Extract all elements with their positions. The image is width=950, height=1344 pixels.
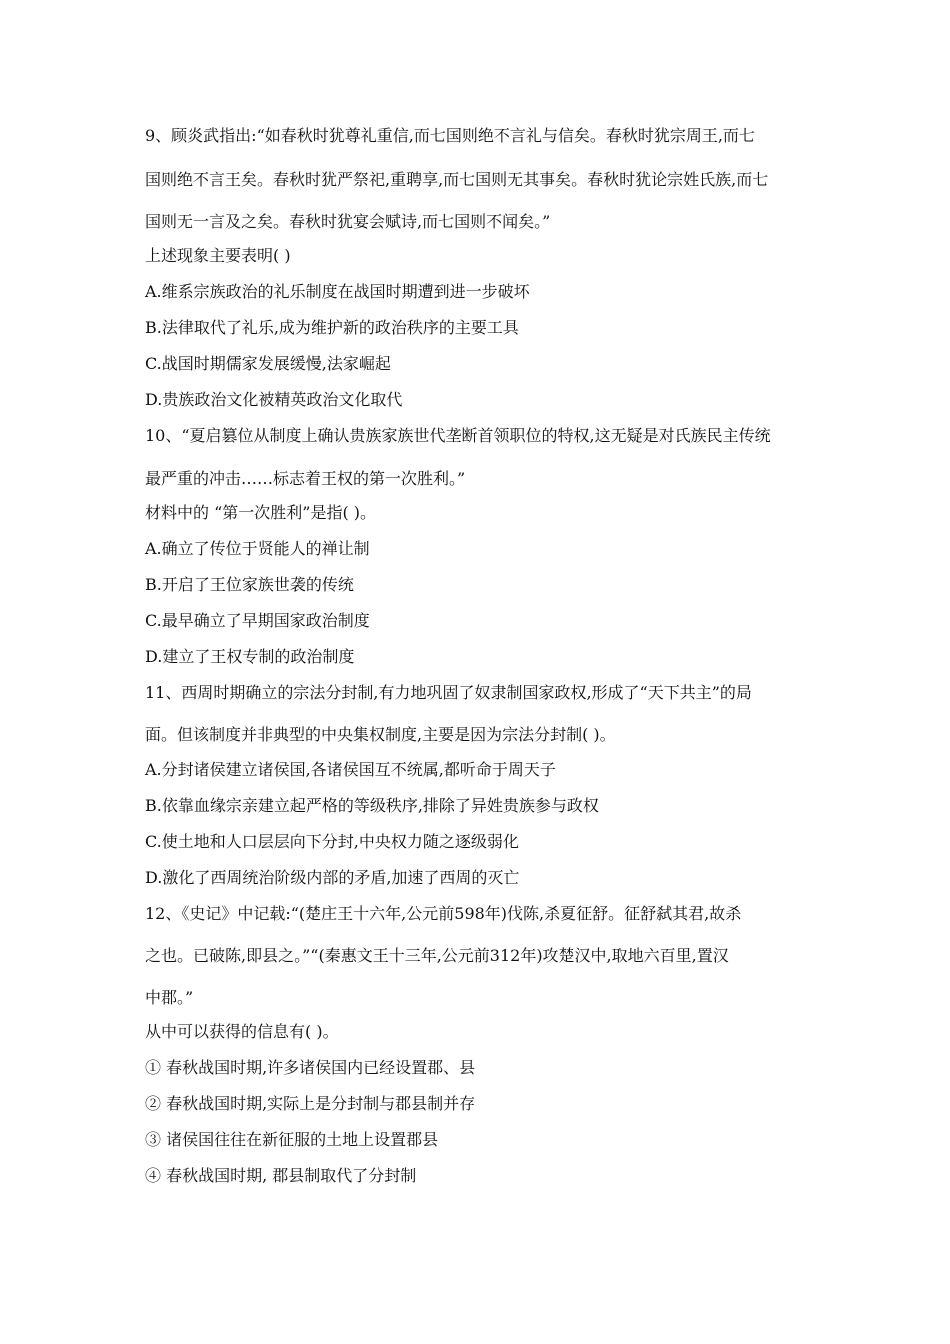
q11-stem-line-1: 11、西周时期确立的宗法分封制,有力地巩固了奴隶制国家政权,形成了“天下共主”的局 (145, 683, 752, 702)
q12-stem-line-1: 12、《史记》中记载:“(楚庄王十六年,公元前598年)伐陈,杀夏征舒。征舒弑其君,故杀 (145, 904, 742, 923)
q12-prompt: 从中可以获得的信息有( )。 (145, 1022, 339, 1041)
q10-option-d: D.建立了王权专制的政治制度 (145, 647, 355, 666)
q9-option-b: B.法律取代了礼乐,成为维护新的政治秩序的主要工具 (145, 318, 519, 337)
q9-stem-line-3: 国则无一言及之矣。春秋时犹宴会赋诗,而七国则不闻矣。” (145, 212, 551, 231)
q10-option-c: C.最早确立了早期国家政治制度 (145, 611, 370, 630)
q12-stem-line-3: 中郡。” (145, 988, 194, 1007)
q10-stem-line-1: 10、“夏启篡位从制度上确认贵族家族世代垄断首领职位的特权,这无疑是对氏族民主传统 (145, 426, 771, 445)
q12-statement-4: ④ 春秋战国时期, 郡县制取代了分封制 (145, 1166, 417, 1185)
q12-statement-2: ② 春秋战国时期,实际上是分封制与郡县制并存 (145, 1094, 476, 1113)
q10-option-a: A.确立了传位于贤能人的禅让制 (145, 539, 370, 558)
q12-statement-1: ① 春秋战国时期,许多诸侯国内已经设置郡、县 (145, 1058, 476, 1077)
q11-stem-line-2: 面。但该制度并非典型的中央集权制度,主要是因为宗法分封制( )。 (145, 725, 616, 744)
q12-statement-3: ③ 诸侯国往往在新征服的土地上设置郡县 (145, 1130, 439, 1149)
q10-prompt: 材料中的 “第一次胜利”是指( )。 (145, 503, 377, 522)
q9-option-c: C.战国时期儒家发展缓慢,法家崛起 (145, 354, 391, 373)
q11-option-b: B.依靠血缘宗亲建立起严格的等级秩序,排除了异姓贵族参与政权 (145, 796, 599, 815)
q11-option-c: C.使土地和人口层层向下分封,中央权力随之逐级弱化 (145, 832, 519, 851)
q10-option-b: B.开启了王位家族世袭的传统 (145, 575, 354, 594)
q9-prompt: 上述现象主要表明( ) (145, 246, 291, 265)
q11-option-a: A.分封诸侯建立诸侯国,各诸侯国互不统属,都听命于周天子 (145, 760, 556, 779)
q9-stem-line-1: 9、顾炎武指出:“如春秋时犹尊礼重信,而七国则绝不言礼与信矣。春秋时犹宗周王,而七 (145, 126, 755, 145)
q9-option-a: A.维系宗族政治的礼乐制度在战国时期遭到进一步破坏 (145, 282, 530, 301)
q9-option-d: D.贵族政治文化被精英政治文化取代 (145, 390, 403, 409)
q10-stem-line-2: 最严重的冲击……标志着王权的第一次胜利。” (145, 469, 466, 488)
q9-stem-line-2: 国则绝不言王矣。春秋时犹严祭祀,重聘享,而七国则无其事矣。春秋时犹论宗姓氏族,而七 (145, 170, 769, 189)
q11-option-d: D.激化了西周统治阶级内部的矛盾,加速了西周的灭亡 (145, 868, 520, 887)
q12-stem-line-2: 之也。已破陈,即县之。”“(秦惠文王十三年,公元前312年)攻楚汉中,取地六百里,置汉 (145, 946, 729, 965)
